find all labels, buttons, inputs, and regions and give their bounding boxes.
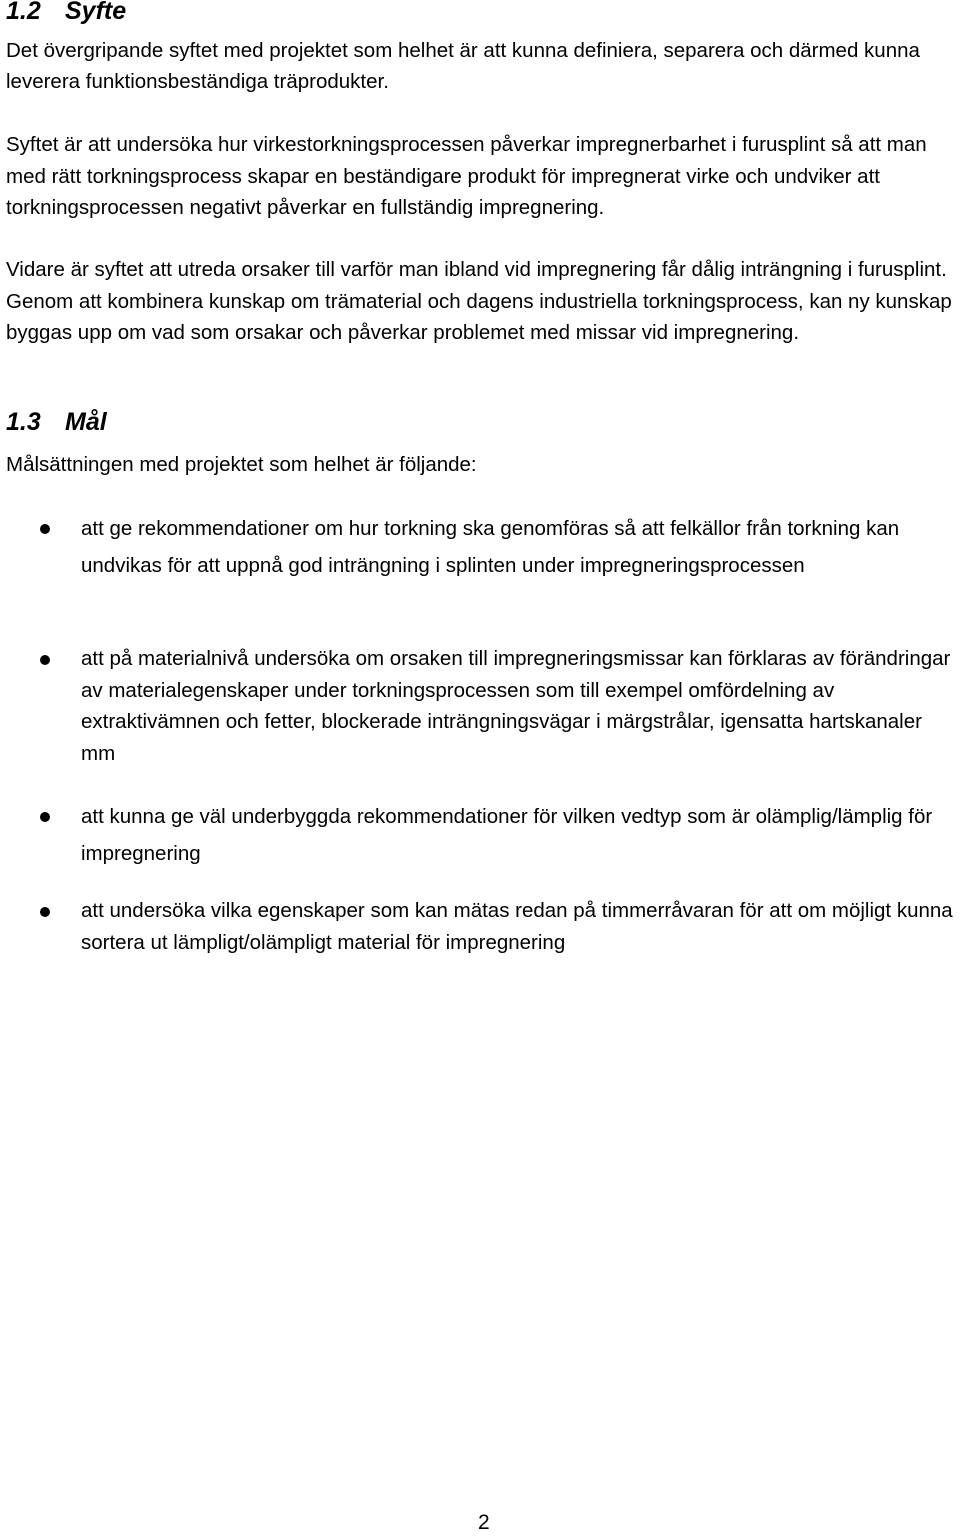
paragraph-syfte-overall: Det övergripande syftet med projektet som helhet är att kunna definiera, separera och därmed kunna leverera funktionsbeständiga träprodukter. [6,39,920,93]
page-number: 2 [478,1511,490,1534]
section-heading-syfte [6,0,126,26]
list-item-text: att ge rekommendationer om hur torkning ska genomföras så att felkällor från torkning kan undvikas för att uppnå god inträngning i splinten under impregneringsprocessen [81,517,900,577]
section-number: 1.2 [6,0,41,25]
bullet-icon [40,524,50,534]
list-item-text: att kunna ge väl underbyggda rekommendationer för vilken vedtyp som är olämplig/lämplig för impregnering [81,805,933,865]
paragraph-syfte-further: Vidare är syftet att utreda orsaker till varför man ibland vid impregnering får dålig inträngning i furusplint. Genom att kombinera kunskap om trämaterial och dagens industriella torkningsprocess, kan ny kunskap byggas upp om vad som orsakar och påverkar problemet med missar vid impregnering. [6,258,952,344]
bullet-icon [40,655,50,665]
section-title: Syfte [65,0,127,25]
bullet-icon [40,907,50,917]
list-item-text: att på materialnivå undersöka om orsaken till impregneringsmissar kan förklaras av förändringar av materialegenskaper under torkningsprocessen som till exempel omfördelning av extraktivämnen och fetter, blockerade inträngningsvägar i märgstrålar, igensatta hartskanaler mm [81,647,951,765]
section-number: 1.3 [6,408,41,436]
section-title: Mål [65,408,107,436]
paragraph-syfte-purpose: Syftet är att undersöka hur virkestorkningsprocessen påverkar impregnerbarhet i furusplint så att man med rätt torkningsprocess skapar en beständigare produkt för impregnerat virke och undviker att torkningsprocessen negativt påverkar en fullständig impregnering. [6,133,927,219]
section-heading-mal [6,407,107,437]
list-item-text: att undersöka vilka egenskaper som kan mätas redan på timmerråvaran för att om möjligt kunna sortera ut lämpligt/olämpligt material för impregnering [81,899,953,954]
bullet-icon [40,812,50,822]
paragraph-mal-intro: Målsättningen med projektet som helhet är följande: [6,453,477,476]
